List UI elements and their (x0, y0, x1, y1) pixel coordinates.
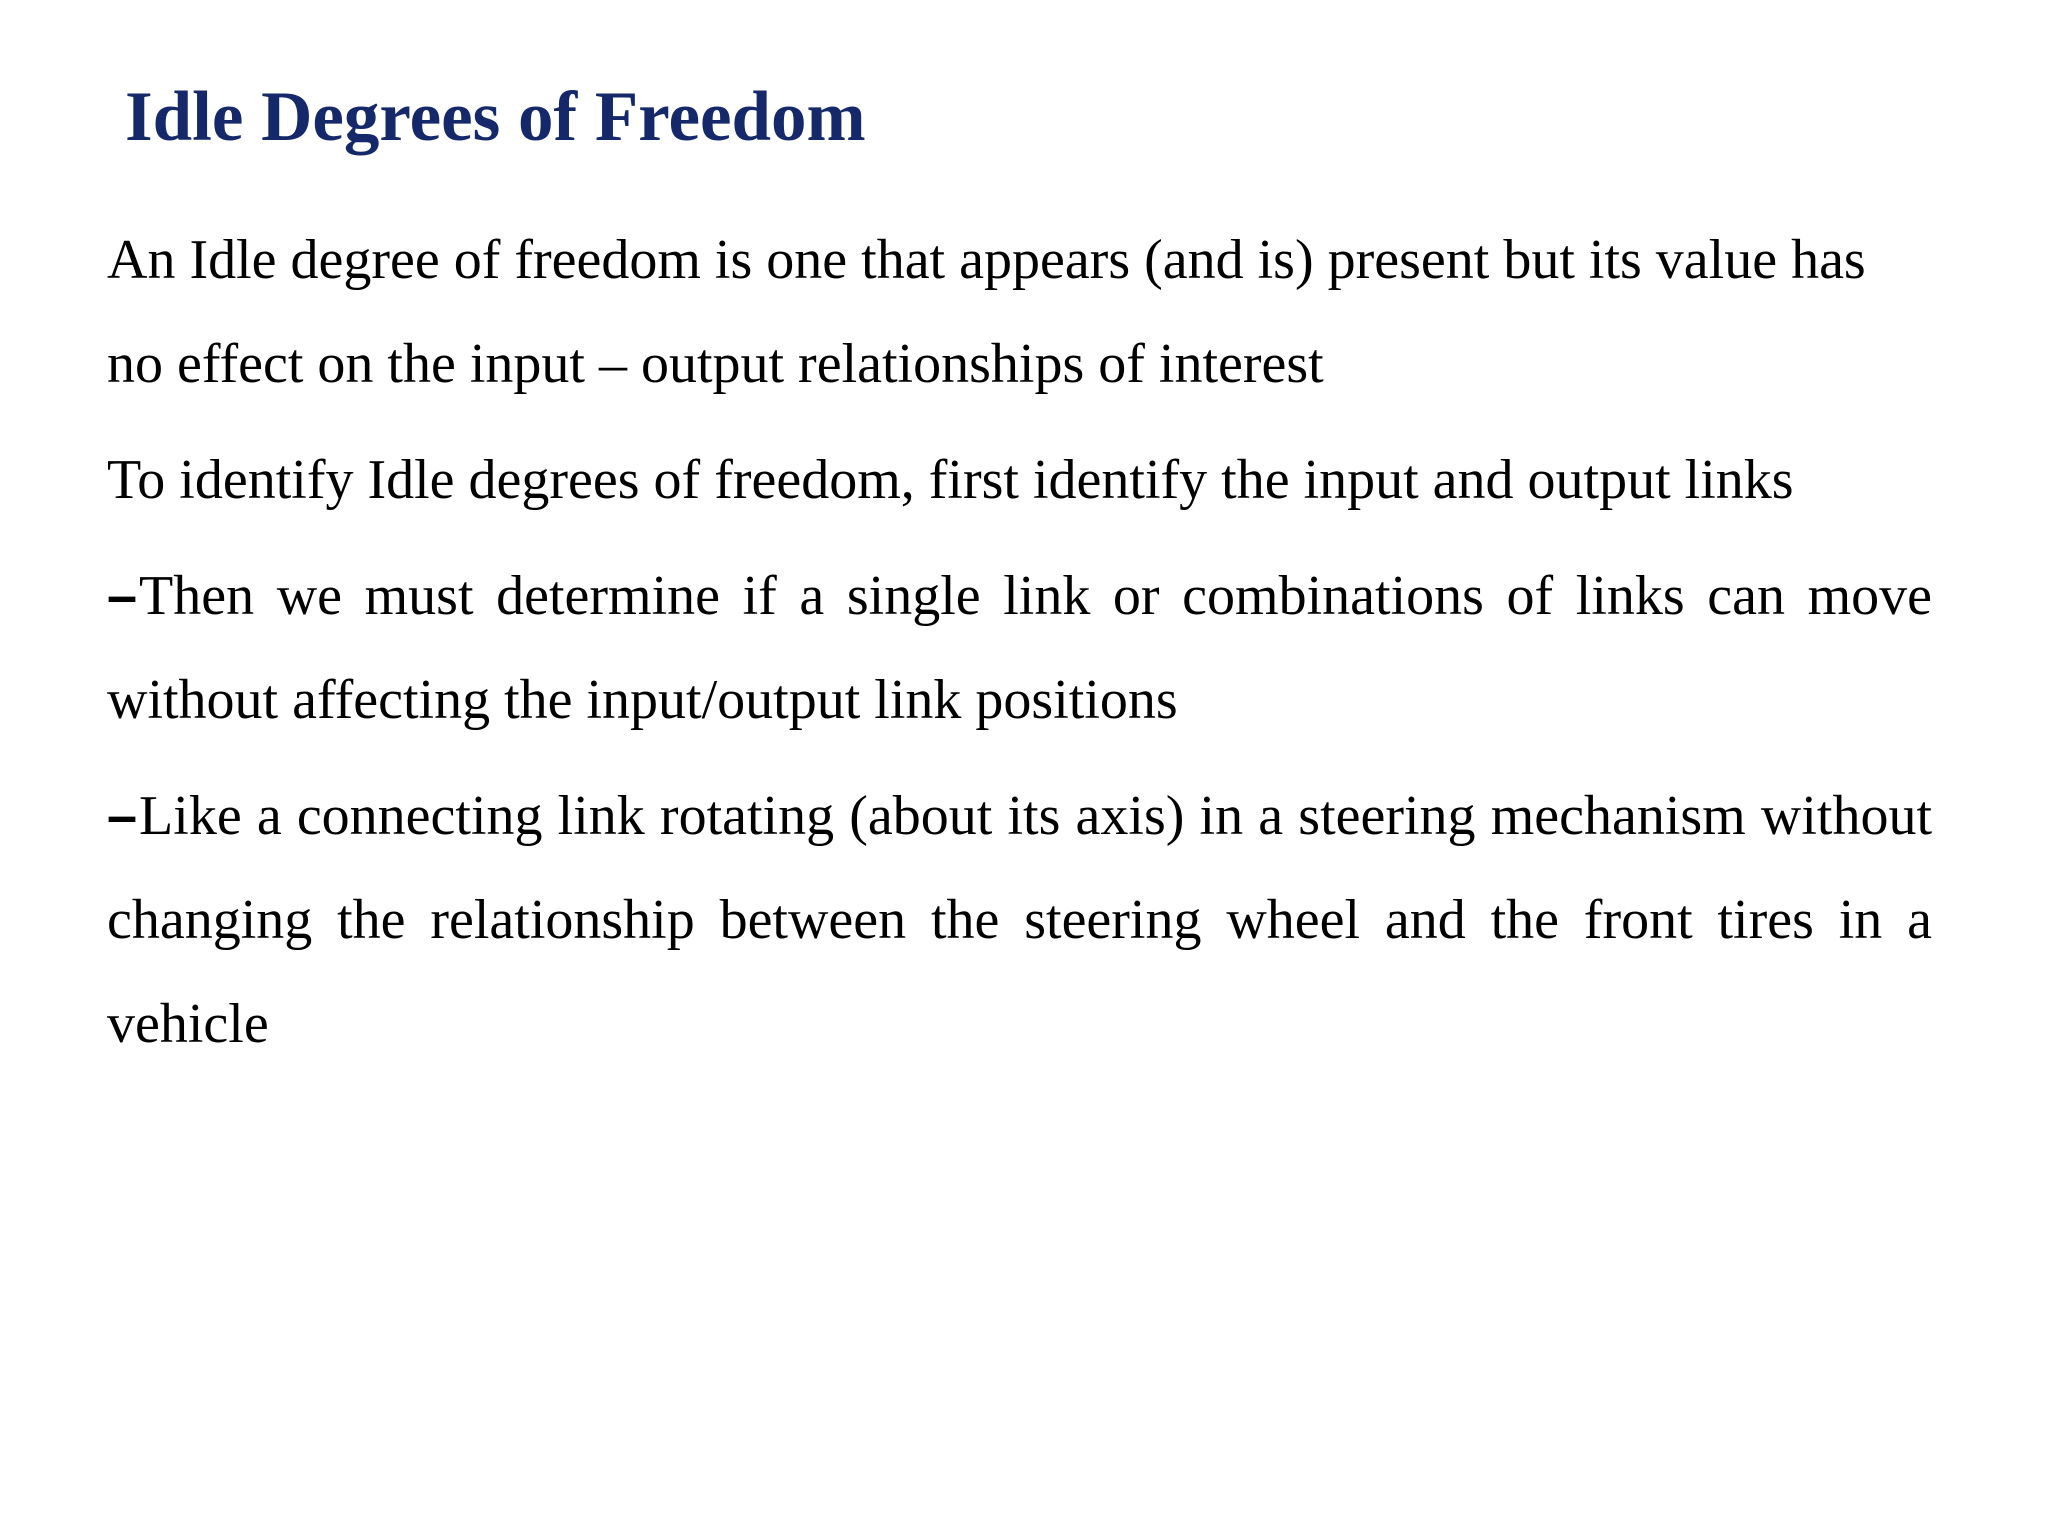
dash-bullet-icon: – (107, 566, 138, 626)
paragraph-text: An Idle degree of freedom is one that appears (and is) present but its value has no effect on the input – output relationships of interest (107, 229, 1866, 395)
paragraph-text: Then we must determine if a single link or combinations of links can move without affecting the input/output link positions (107, 565, 1932, 731)
dash-bullet-icon: – (107, 786, 138, 846)
sub-bullet-steering-example (107, 764, 1932, 1076)
paragraph-text: Like a connecting link rotating (about its axis) in a steering mechanism without changing the relationship between the steering wheel and the front tires in a vehicle (107, 785, 1932, 1055)
slide-title: Idle Degrees of Freedom (125, 78, 866, 156)
paragraph-idle-definition (107, 208, 1932, 416)
sub-bullet-determine-links (107, 544, 1932, 752)
paragraph-identify-links (107, 428, 1932, 532)
paragraph-text: To identify Idle degrees of freedom, first identify the input and output links (107, 449, 1794, 511)
slide-body (107, 208, 1932, 1088)
